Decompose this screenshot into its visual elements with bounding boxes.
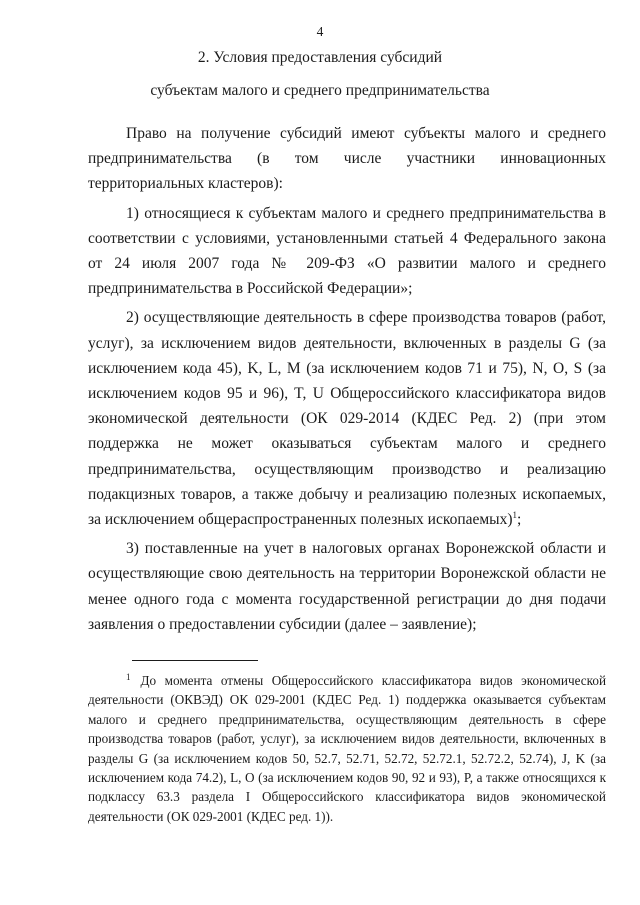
footnote-reference: 1 bbox=[512, 509, 518, 520]
footnote bbox=[88, 668, 606, 826]
page-number: 4 bbox=[316, 24, 324, 39]
condition-2-text: 2) осуществляющие деятельность в сфере производства товаров (работ, услуг), за исключением видов деятельности, включенных в разделы G (за исключением кода 45), K, L, M (за исключением кодов 71 и 75), N, O, S (за исключением кодов 95 и 96), T, U Общероссийского классификатора видов экономической деятельности (ОК 029-2014 (КДЕС Ред. 2) (при этом поддержка не может оказываться субъектам малого и среднего предпринимательства, осуществляющим производство и реализацию подакцизных товаров, а также добычу и реализацию полезных ископаемых, за исключением общераспространенных полезных ископаемых) bbox=[88, 309, 606, 529]
footnote-mark: 1 bbox=[126, 672, 131, 682]
section-title: 2. Условия предоставления субсидий bbox=[197, 49, 443, 66]
condition-2-end: ; bbox=[517, 511, 522, 529]
footnote-separator bbox=[132, 660, 258, 661]
footnote-text: До момента отмены Общероссийского классификатора видов экономической деятельности (ОКВЭД) ОК 029-2001 (КДЕС Ред. 1) поддержка оказывается субъектам малого и среднего предпринимательства, осуществляющим деятельность в сфере производства товаров (работ, услуг), за исключением видов деятельности, включенных в разделы G (за исключением кодов 50, 52.7, 52.71, 52.72, 52.72.1, 52.72.2, 52.74), J, K (за исключением кода 74.2), L, O (за исключением кодов 90, 92 и 93), P, а также относящихся к подклассу 63.3 раздела I Общероссийского классификатора видов экономической деятельности (ОК 029-2001 (КДЕС ред. 1)). bbox=[88, 673, 606, 824]
section-subtitle: субъектам малого и среднего предпринимательства bbox=[150, 82, 490, 99]
document-body bbox=[88, 121, 606, 641]
intro-paragraph: Право на получение субсидий имеют субъекты малого и среднего предпринимательства (в том числе участники инновационных территориальных кластеров): bbox=[88, 125, 606, 193]
condition-3-paragraph: 3) поставленные на учет в налоговых органах Воронежской области и осуществляющие свою деятельность на территории Воронежской области не менее одного года с момента государственной регистрации до дня подачи заявления о предоставлении субсидии (далее – заявление); bbox=[88, 540, 606, 633]
condition-1-paragraph: 1) относящиеся к субъектам малого и среднего предпринимательства в соответствии с условиями, установленными статьей 4 Федерального закона от 24 июля 2007 года № 209-ФЗ «О развитии малого и среднего предпринимательства в Российской Федерации»; bbox=[88, 204, 606, 298]
condition-2-paragraph bbox=[88, 305, 606, 532]
